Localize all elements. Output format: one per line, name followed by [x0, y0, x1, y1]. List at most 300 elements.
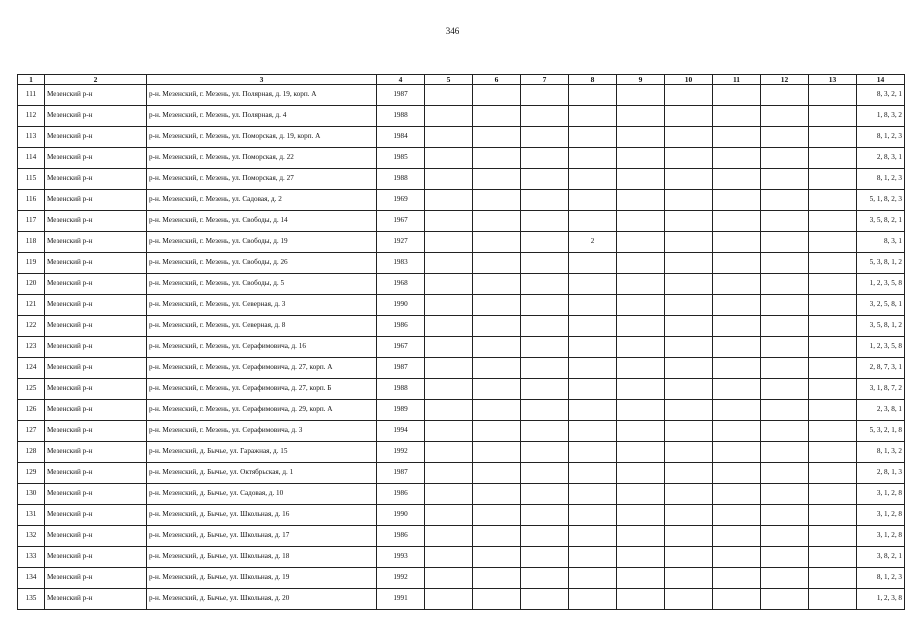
cell-row-number: 132 [18, 526, 45, 547]
cell-district: Мезенский р-н [45, 337, 147, 358]
column-header-12: 12 [761, 75, 809, 85]
cell-col-8 [569, 337, 617, 358]
cell-col-6 [473, 526, 521, 547]
cell-col-14: 5, 3, 8, 1, 2 [857, 253, 905, 274]
cell-district: Мезенский р-н [45, 379, 147, 400]
housing-register-table [17, 74, 905, 610]
table-row [18, 169, 905, 190]
cell-col-9 [617, 316, 665, 337]
cell-address: р-н. Мезенский, г. Мезень, ул. Северная, д. 8 [147, 316, 377, 337]
header-row [18, 75, 905, 85]
cell-col-10 [665, 463, 713, 484]
cell-year-built: 1983 [377, 253, 425, 274]
cell-col-8 [569, 484, 617, 505]
table-row [18, 547, 905, 568]
cell-col-6 [473, 442, 521, 463]
table-row [18, 421, 905, 442]
cell-col-8 [569, 295, 617, 316]
cell-col-12 [761, 106, 809, 127]
cell-col-11 [713, 421, 761, 442]
cell-col-13 [809, 190, 857, 211]
cell-col-6 [473, 337, 521, 358]
table-row [18, 589, 905, 610]
cell-year-built: 1986 [377, 526, 425, 547]
table-row [18, 316, 905, 337]
cell-col-6 [473, 253, 521, 274]
cell-col-10 [665, 442, 713, 463]
cell-col-5 [425, 421, 473, 442]
cell-col-9 [617, 85, 665, 106]
cell-col-6 [473, 379, 521, 400]
cell-col-13 [809, 421, 857, 442]
cell-address: р-н. Мезенский, д. Бычье, ул. Гаражная, д. 15 [147, 442, 377, 463]
cell-col-11 [713, 505, 761, 526]
cell-col-11 [713, 547, 761, 568]
cell-col-7 [521, 274, 569, 295]
cell-row-number: 119 [18, 253, 45, 274]
cell-col-14: 3, 8, 2, 1 [857, 547, 905, 568]
cell-col-9 [617, 211, 665, 232]
cell-address: р-н. Мезенский, д. Бычье, ул. Школьная, д. 18 [147, 547, 377, 568]
cell-col-12 [761, 568, 809, 589]
cell-col-5 [425, 589, 473, 610]
cell-col-12 [761, 169, 809, 190]
table-row [18, 148, 905, 169]
cell-row-number: 111 [18, 85, 45, 106]
cell-col-8 [569, 379, 617, 400]
cell-col-10 [665, 547, 713, 568]
cell-year-built: 1992 [377, 568, 425, 589]
cell-col-10 [665, 568, 713, 589]
cell-district: Мезенский р-н [45, 484, 147, 505]
cell-year-built: 1989 [377, 400, 425, 421]
column-header-8: 8 [569, 75, 617, 85]
cell-col-11 [713, 253, 761, 274]
cell-col-10 [665, 232, 713, 253]
page-number: 346 [445, 26, 460, 36]
cell-col-9 [617, 232, 665, 253]
cell-col-13 [809, 85, 857, 106]
cell-col-7 [521, 253, 569, 274]
cell-col-9 [617, 253, 665, 274]
cell-col-6 [473, 484, 521, 505]
cell-col-9 [617, 190, 665, 211]
cell-year-built: 1927 [377, 232, 425, 253]
cell-col-9 [617, 505, 665, 526]
cell-col-6 [473, 400, 521, 421]
cell-col-5 [425, 295, 473, 316]
cell-col-13 [809, 211, 857, 232]
cell-col-11 [713, 568, 761, 589]
cell-col-9 [617, 358, 665, 379]
cell-col-5 [425, 463, 473, 484]
cell-district: Мезенский р-н [45, 148, 147, 169]
cell-col-5 [425, 442, 473, 463]
cell-col-13 [809, 253, 857, 274]
cell-district: Мезенский р-н [45, 232, 147, 253]
cell-col-11 [713, 589, 761, 610]
cell-year-built: 1988 [377, 169, 425, 190]
cell-district: Мезенский р-н [45, 358, 147, 379]
cell-col-9 [617, 169, 665, 190]
table-row [18, 568, 905, 589]
cell-col-7 [521, 526, 569, 547]
cell-col-11 [713, 400, 761, 421]
cell-col-12 [761, 190, 809, 211]
column-header-1: 1 [18, 75, 45, 85]
column-header-2: 2 [45, 75, 147, 85]
cell-col-6 [473, 274, 521, 295]
cell-col-11 [713, 127, 761, 148]
cell-col-10 [665, 337, 713, 358]
table-row [18, 232, 905, 253]
cell-col-7 [521, 232, 569, 253]
cell-row-number: 133 [18, 547, 45, 568]
cell-col-14: 1, 2, 3, 8 [857, 589, 905, 610]
cell-col-10 [665, 169, 713, 190]
table-row [18, 505, 905, 526]
cell-col-11 [713, 442, 761, 463]
cell-col-11 [713, 337, 761, 358]
cell-address: р-н. Мезенский, г. Мезень, ул. Серафимовича, д. 29, корп. А [147, 400, 377, 421]
cell-col-9 [617, 127, 665, 148]
cell-col-10 [665, 400, 713, 421]
cell-col-14: 8, 1, 2, 3 [857, 169, 905, 190]
cell-col-12 [761, 316, 809, 337]
cell-col-14: 2, 8, 7, 3, 1 [857, 358, 905, 379]
cell-col-5 [425, 127, 473, 148]
cell-col-10 [665, 85, 713, 106]
cell-col-10 [665, 253, 713, 274]
cell-year-built: 1987 [377, 85, 425, 106]
cell-col-14: 1, 8, 3, 2 [857, 106, 905, 127]
cell-row-number: 135 [18, 589, 45, 610]
cell-district: Мезенский р-н [45, 547, 147, 568]
cell-col-9 [617, 421, 665, 442]
table-row [18, 358, 905, 379]
column-header-3: 3 [147, 75, 377, 85]
cell-row-number: 117 [18, 211, 45, 232]
cell-col-12 [761, 148, 809, 169]
cell-address: р-н. Мезенский, д. Бычье, ул. Школьная, д. 16 [147, 505, 377, 526]
cell-col-8 [569, 253, 617, 274]
cell-district: Мезенский р-н [45, 274, 147, 295]
cell-address: р-н. Мезенский, г. Мезень, ул. Поморская, д. 19, корп. А [147, 127, 377, 148]
cell-col-5 [425, 337, 473, 358]
cell-district: Мезенский р-н [45, 505, 147, 526]
table-row [18, 400, 905, 421]
table-row [18, 85, 905, 106]
cell-col-14: 8, 1, 3, 2 [857, 442, 905, 463]
cell-col-13 [809, 169, 857, 190]
cell-col-11 [713, 106, 761, 127]
cell-col-8 [569, 400, 617, 421]
cell-row-number: 118 [18, 232, 45, 253]
cell-col-10 [665, 484, 713, 505]
cell-col-14: 3, 1, 2, 8 [857, 505, 905, 526]
cell-col-6 [473, 421, 521, 442]
cell-row-number: 122 [18, 316, 45, 337]
cell-district: Мезенский р-н [45, 127, 147, 148]
table-row [18, 295, 905, 316]
cell-year-built: 1990 [377, 295, 425, 316]
cell-district: Мезенский р-н [45, 526, 147, 547]
cell-row-number: 123 [18, 337, 45, 358]
cell-col-11 [713, 358, 761, 379]
cell-col-6 [473, 85, 521, 106]
cell-col-13 [809, 127, 857, 148]
column-header-7: 7 [521, 75, 569, 85]
cell-address: р-н. Мезенский, г. Мезень, ул. Свободы, д. 14 [147, 211, 377, 232]
cell-col-11 [713, 526, 761, 547]
cell-col-5 [425, 169, 473, 190]
cell-col-11 [713, 295, 761, 316]
cell-col-9 [617, 379, 665, 400]
cell-col-9 [617, 463, 665, 484]
cell-col-5 [425, 316, 473, 337]
column-header-4: 4 [377, 75, 425, 85]
cell-district: Мезенский р-н [45, 169, 147, 190]
cell-col-9 [617, 568, 665, 589]
cell-col-8 [569, 568, 617, 589]
cell-col-12 [761, 358, 809, 379]
cell-year-built: 1992 [377, 442, 425, 463]
column-header-14: 14 [857, 75, 905, 85]
cell-col-12 [761, 547, 809, 568]
cell-col-5 [425, 358, 473, 379]
cell-col-6 [473, 232, 521, 253]
cell-col-11 [713, 148, 761, 169]
cell-col-10 [665, 106, 713, 127]
cell-col-6 [473, 295, 521, 316]
cell-col-11 [713, 379, 761, 400]
cell-col-7 [521, 421, 569, 442]
cell-address: р-н. Мезенский, г. Мезень, ул. Северная, д. 3 [147, 295, 377, 316]
cell-col-7 [521, 127, 569, 148]
cell-col-6 [473, 316, 521, 337]
cell-col-14: 5, 3, 2, 1, 8 [857, 421, 905, 442]
cell-district: Мезенский р-н [45, 421, 147, 442]
cell-address: р-н. Мезенский, г. Мезень, ул. Серафимовича, д. 3 [147, 421, 377, 442]
cell-col-8 [569, 274, 617, 295]
cell-year-built: 1987 [377, 463, 425, 484]
column-header-11: 11 [713, 75, 761, 85]
table-row [18, 274, 905, 295]
cell-col-8 [569, 211, 617, 232]
table-row [18, 337, 905, 358]
cell-col-5 [425, 379, 473, 400]
cell-col-9 [617, 547, 665, 568]
cell-col-12 [761, 484, 809, 505]
cell-row-number: 113 [18, 127, 45, 148]
table-row [18, 463, 905, 484]
cell-col-13 [809, 316, 857, 337]
cell-row-number: 130 [18, 484, 45, 505]
cell-col-13 [809, 484, 857, 505]
cell-col-12 [761, 442, 809, 463]
cell-col-6 [473, 169, 521, 190]
cell-col-11 [713, 316, 761, 337]
cell-col-8 [569, 190, 617, 211]
cell-col-13 [809, 274, 857, 295]
cell-year-built: 1988 [377, 379, 425, 400]
cell-col-10 [665, 505, 713, 526]
cell-col-12 [761, 463, 809, 484]
cell-col-8 [569, 526, 617, 547]
cell-address: р-н. Мезенский, г. Мезень, ул. Полярная, д. 19, корп. А [147, 85, 377, 106]
cell-row-number: 126 [18, 400, 45, 421]
cell-district: Мезенский р-н [45, 295, 147, 316]
column-header-13: 13 [809, 75, 857, 85]
cell-address: р-н. Мезенский, г. Мезень, ул. Свободы, д. 19 [147, 232, 377, 253]
cell-col-6 [473, 547, 521, 568]
cell-col-11 [713, 274, 761, 295]
cell-col-13 [809, 358, 857, 379]
cell-col-7 [521, 169, 569, 190]
cell-year-built: 1967 [377, 211, 425, 232]
cell-year-built: 1984 [377, 127, 425, 148]
cell-year-built: 1987 [377, 358, 425, 379]
cell-year-built: 1986 [377, 316, 425, 337]
cell-col-13 [809, 232, 857, 253]
cell-col-11 [713, 169, 761, 190]
cell-col-11 [713, 85, 761, 106]
cell-col-11 [713, 484, 761, 505]
cell-col-12 [761, 85, 809, 106]
cell-col-11 [713, 232, 761, 253]
cell-col-9 [617, 295, 665, 316]
cell-row-number: 127 [18, 421, 45, 442]
cell-col-6 [473, 358, 521, 379]
cell-address: р-н. Мезенский, г. Мезень, ул. Серафимовича, д. 16 [147, 337, 377, 358]
table-row [18, 484, 905, 505]
cell-year-built: 1991 [377, 589, 425, 610]
cell-row-number: 125 [18, 379, 45, 400]
cell-col-8 [569, 547, 617, 568]
cell-row-number: 124 [18, 358, 45, 379]
cell-col-7 [521, 568, 569, 589]
cell-col-12 [761, 421, 809, 442]
cell-row-number: 114 [18, 148, 45, 169]
cell-col-8 [569, 127, 617, 148]
cell-col-10 [665, 295, 713, 316]
cell-col-11 [713, 190, 761, 211]
cell-address: р-н. Мезенский, г. Мезень, ул. Полярная, д. 4 [147, 106, 377, 127]
cell-col-5 [425, 85, 473, 106]
cell-district: Мезенский р-н [45, 211, 147, 232]
cell-col-10 [665, 421, 713, 442]
cell-col-5 [425, 232, 473, 253]
cell-col-12 [761, 379, 809, 400]
cell-col-14: 8, 3, 2, 1 [857, 85, 905, 106]
cell-col-14: 8, 1, 2, 3 [857, 568, 905, 589]
cell-col-7 [521, 400, 569, 421]
cell-col-7 [521, 148, 569, 169]
cell-year-built: 1985 [377, 148, 425, 169]
cell-col-6 [473, 148, 521, 169]
cell-col-12 [761, 274, 809, 295]
cell-col-14: 5, 1, 8, 2, 3 [857, 190, 905, 211]
cell-col-6 [473, 211, 521, 232]
cell-col-8 [569, 316, 617, 337]
cell-col-5 [425, 547, 473, 568]
cell-col-10 [665, 358, 713, 379]
column-header-9: 9 [617, 75, 665, 85]
cell-district: Мезенский р-н [45, 85, 147, 106]
table-row [18, 127, 905, 148]
cell-col-9 [617, 106, 665, 127]
cell-row-number: 112 [18, 106, 45, 127]
table-row [18, 253, 905, 274]
cell-year-built: 1988 [377, 106, 425, 127]
cell-col-14: 1, 2, 3, 5, 8 [857, 337, 905, 358]
cell-year-built: 1990 [377, 505, 425, 526]
column-header-6: 6 [473, 75, 521, 85]
cell-row-number: 134 [18, 568, 45, 589]
cell-col-12 [761, 337, 809, 358]
cell-year-built: 1993 [377, 547, 425, 568]
cell-col-13 [809, 400, 857, 421]
cell-col-10 [665, 274, 713, 295]
cell-row-number: 121 [18, 295, 45, 316]
cell-col-14: 3, 5, 8, 1, 2 [857, 316, 905, 337]
cell-col-9 [617, 484, 665, 505]
cell-col-7 [521, 316, 569, 337]
cell-year-built: 1968 [377, 274, 425, 295]
cell-col-6 [473, 463, 521, 484]
cell-col-12 [761, 253, 809, 274]
cell-col-9 [617, 400, 665, 421]
cell-col-6 [473, 589, 521, 610]
cell-col-5 [425, 211, 473, 232]
cell-col-9 [617, 148, 665, 169]
cell-col-5 [425, 526, 473, 547]
cell-address: р-н. Мезенский, д. Бычье, ул. Садовая, д. 10 [147, 484, 377, 505]
cell-col-14: 1, 2, 3, 5, 8 [857, 274, 905, 295]
cell-col-13 [809, 337, 857, 358]
cell-district: Мезенский р-н [45, 400, 147, 421]
cell-col-14: 3, 2, 5, 8, 1 [857, 295, 905, 316]
cell-district: Мезенский р-н [45, 568, 147, 589]
cell-address: р-н. Мезенский, д. Бычье, ул. Школьная, д. 20 [147, 589, 377, 610]
cell-col-8 [569, 442, 617, 463]
cell-col-8 [569, 85, 617, 106]
cell-col-6 [473, 127, 521, 148]
cell-col-7 [521, 442, 569, 463]
cell-col-5 [425, 505, 473, 526]
cell-row-number: 116 [18, 190, 45, 211]
cell-col-6 [473, 568, 521, 589]
cell-col-13 [809, 526, 857, 547]
cell-col-10 [665, 211, 713, 232]
cell-col-13 [809, 379, 857, 400]
cell-col-12 [761, 127, 809, 148]
cell-col-5 [425, 106, 473, 127]
cell-col-5 [425, 274, 473, 295]
table-body [18, 85, 905, 610]
cell-col-10 [665, 526, 713, 547]
table-row [18, 442, 905, 463]
cell-district: Мезенский р-н [45, 106, 147, 127]
cell-col-8 [569, 589, 617, 610]
cell-col-9 [617, 442, 665, 463]
cell-col-7 [521, 85, 569, 106]
table-row [18, 211, 905, 232]
cell-year-built: 1969 [377, 190, 425, 211]
cell-district: Мезенский р-н [45, 589, 147, 610]
cell-col-12 [761, 232, 809, 253]
cell-address: р-н. Мезенский, д. Бычье, ул. Октябрьская, д. 1 [147, 463, 377, 484]
